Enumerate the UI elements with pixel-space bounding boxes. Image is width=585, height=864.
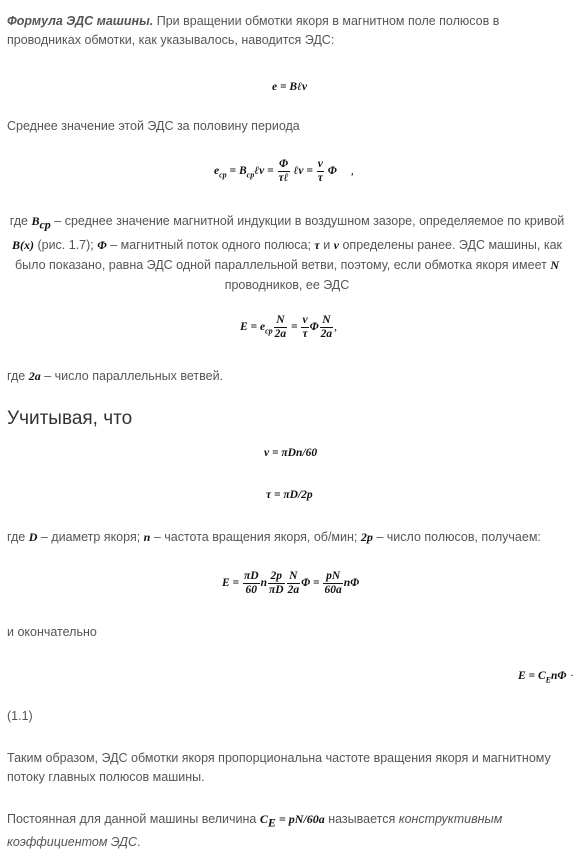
definitions-paragraph <box>7 211 567 295</box>
eq3-phi: Φ <box>309 321 319 334</box>
eq6-n: n <box>260 577 267 590</box>
p4-t2: – число параллельных ветвей. <box>40 369 224 383</box>
eq6-phi: Φ = <box>301 577 323 590</box>
eq3-frac3-den: 2a <box>320 328 333 340</box>
eq3-lhs: E = e <box>240 321 266 334</box>
eq2-frac2-num: v <box>317 158 323 170</box>
p8-term: конструктивным коэффициентом ЭДС <box>7 812 503 849</box>
p5-n: n <box>143 530 151 544</box>
eq2-lhs-sub: ср <box>219 170 227 180</box>
p3-t6: определены ранее. ЭДС машины, как было показано, равна ЭДС одной параллельной ветви, поэтому, если обмотка якоря имеет <box>15 237 563 272</box>
eq6-frac2-num: 2p <box>270 570 283 582</box>
eq3-lhs-sub: ср <box>265 326 273 336</box>
constant-paragraph <box>7 810 567 852</box>
eq2-lhs: e <box>214 165 220 178</box>
p3-t2: – среднее значение магнитной индукции в воздушном зазоре, определяемое по кривой <box>50 214 565 228</box>
eq6-frac1 <box>243 570 260 597</box>
eq7-rhs: nΦ <box>551 670 567 682</box>
p4-t1: где <box>7 369 29 383</box>
equation-number: (1.1) <box>7 709 33 723</box>
p5-d: D <box>28 530 38 544</box>
equation-final <box>518 670 573 684</box>
eq6-frac4 <box>323 570 342 597</box>
eq6-frac2 <box>268 570 285 597</box>
eq1-rest: = Bℓv <box>277 81 308 93</box>
eq2-frac1-den: τℓ <box>278 172 289 184</box>
eq3-frac1-num: N <box>276 314 285 326</box>
eq6-frac2-den: πD <box>268 584 284 596</box>
eq6-frac3 <box>287 570 301 597</box>
p3-b: B <box>31 214 40 228</box>
p3-v: v <box>333 237 339 252</box>
eq2-mid: ℓv = <box>254 165 277 178</box>
p8-t1: Постоянная для данной машины величина <box>7 812 260 826</box>
p8-t3: . <box>136 834 141 849</box>
eq3-tail: , <box>334 321 338 334</box>
eq3-frac2-num: v <box>302 314 308 326</box>
variables-paragraph <box>7 528 567 547</box>
p8-c: C <box>259 812 268 826</box>
equation-emf-machine <box>240 314 337 341</box>
eq3-frac2 <box>301 314 308 341</box>
eq6-lhs: E = <box>222 577 242 590</box>
eq3-frac2-den: τ <box>302 328 308 340</box>
p5-t1: где <box>7 530 29 544</box>
eq2-frac1-num: Φ <box>279 158 289 170</box>
eq2-after1: ℓv = <box>290 165 316 178</box>
p3-n: N <box>550 257 559 272</box>
eq6-tail: nΦ <box>343 577 360 590</box>
eq6-frac4-num: pN <box>326 570 341 582</box>
section-heading: Учитывая, что <box>7 408 133 429</box>
equation-substituted <box>222 570 359 597</box>
p5-p: 2p <box>360 530 373 544</box>
p8-c-rest: = pN/60a <box>275 812 325 826</box>
eq3-frac3-num: N <box>322 314 331 326</box>
average-paragraph: Среднее значение этой ЭДС за половину периода <box>7 119 300 133</box>
eq2-frac2 <box>317 158 324 185</box>
eq2-b: = B <box>226 165 247 178</box>
eq7-tail: · <box>570 670 574 682</box>
equation-pole-pitch: τ = πD/2p <box>266 489 313 501</box>
p3-t1: где <box>9 214 32 228</box>
eq2-frac1 <box>278 158 290 185</box>
eq2-tail: , <box>350 165 354 178</box>
p3-phi: Φ <box>97 237 107 252</box>
equation-emf-instant <box>272 81 307 93</box>
conclusion-paragraph: Таким образом, ЭДС обмотки якоря пропорциональна частоте вращения якоря и магнитному потоку главных полюсов машины. <box>7 751 551 784</box>
p5-t4: – число полюсов, получаем: <box>372 530 541 544</box>
p3-t4: – магнитный поток одного полюса; <box>106 237 315 252</box>
equation-emf-average <box>214 158 354 185</box>
eq6-frac3-num: N <box>289 570 298 582</box>
formula-title: Формула ЭДС машины. <box>7 14 154 28</box>
p3-t7: проводников, ее ЭДС <box>224 277 350 292</box>
p3-bsub: ср <box>39 217 51 232</box>
parallel-paths-paragraph <box>7 367 567 386</box>
eq3-frac1-den: 2a <box>274 328 287 340</box>
p8-t2: называется <box>324 812 399 826</box>
eq6-frac4-den: 60a <box>324 584 342 596</box>
equation-velocity: v = πDn/60 <box>264 447 318 459</box>
intro-text: При вращении обмотки якоря в магнитном поле полюсов в проводниках обмотки, как указывалось, наводится ЭДС: <box>7 14 500 47</box>
p5-t2: – диаметр якоря; <box>37 530 144 544</box>
p3-t5: и <box>319 237 334 252</box>
finally-paragraph: и окончательно <box>7 625 97 639</box>
eq3-frac3 <box>320 314 334 341</box>
intro-paragraph <box>7 12 567 50</box>
p3-bx: B(x) <box>11 237 34 252</box>
eq6-frac1-num: πD <box>243 570 259 582</box>
eq2-b-sub: ср <box>246 170 255 180</box>
eq7-lhs: E = C <box>518 670 546 682</box>
eq1-e: e <box>272 81 278 93</box>
eq3-eq2: = <box>288 321 301 334</box>
eq7-sub: E <box>545 675 551 685</box>
p5-t3: – частота вращения якоря, об/мин; <box>150 530 361 544</box>
p4-a: 2a <box>28 369 41 383</box>
eq3-frac1 <box>274 314 288 341</box>
eq2-after2: Φ <box>324 165 337 178</box>
p8-csub: E <box>267 815 276 830</box>
eq6-frac3-den: 2a <box>287 584 300 596</box>
p3-t3: (рис. 1.7); <box>33 237 98 252</box>
p3-tau: τ <box>314 237 320 252</box>
eq2-frac2-den: τ <box>317 172 323 184</box>
eq6-frac1-den: 60 <box>243 583 260 597</box>
